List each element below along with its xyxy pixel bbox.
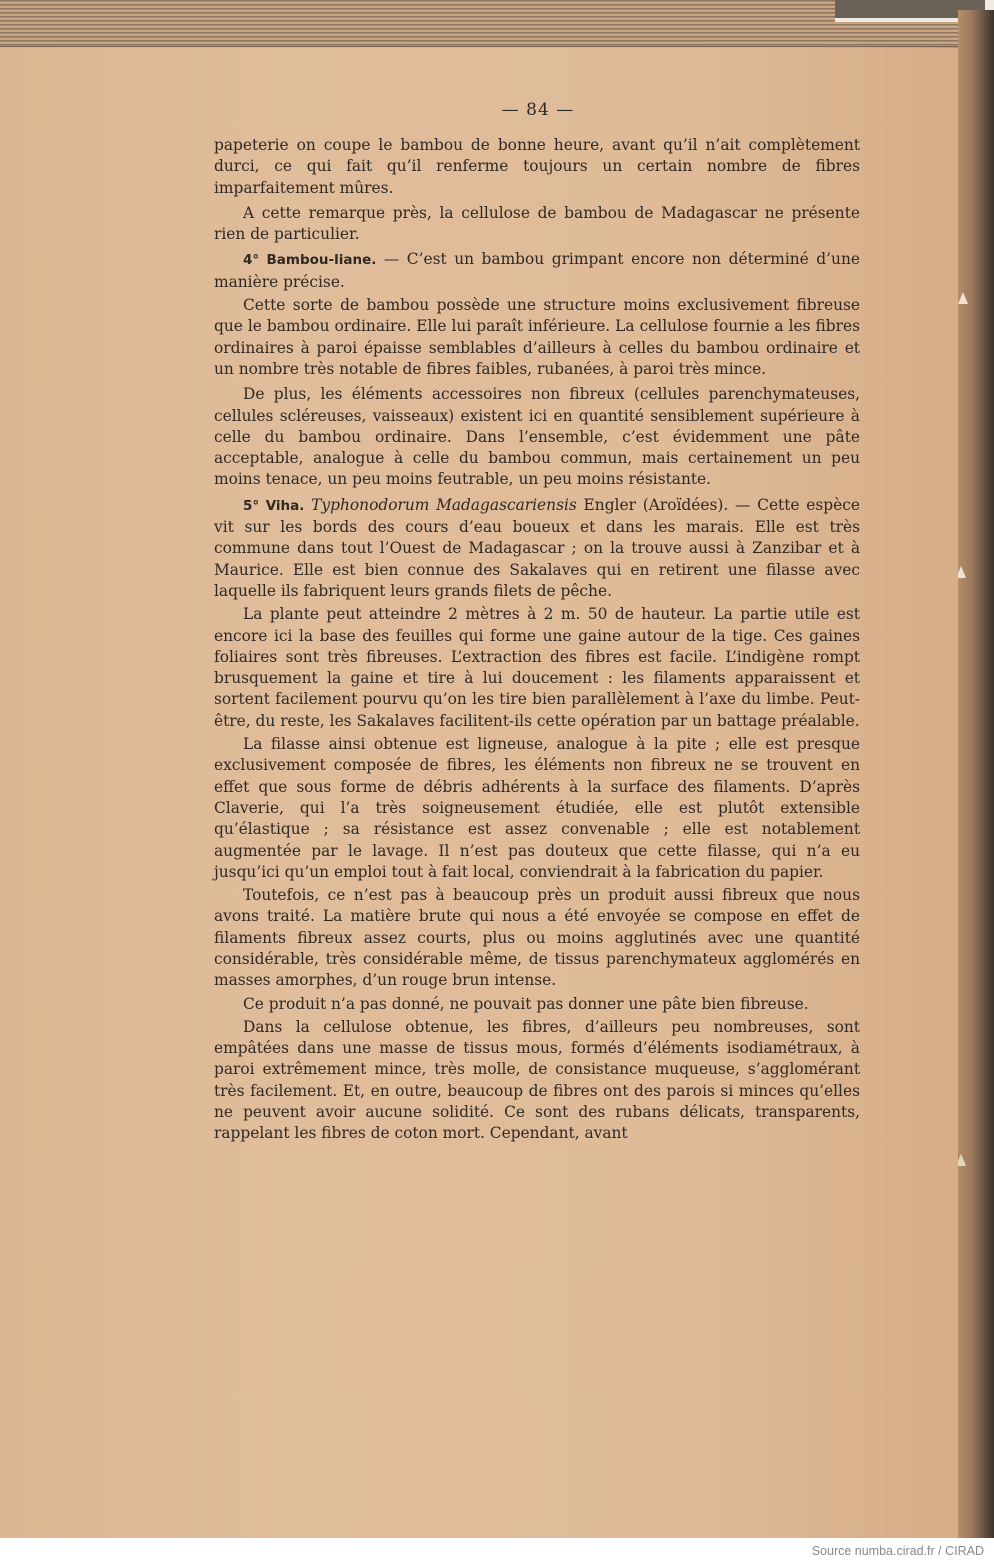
paragraph: A cette remarque près, la cellulose de bambou de Madagascar ne présente rien de particulier.	[214, 203, 860, 244]
paragraph: De plus, les éléments accessoires non fibreux (cellules parenchymateuses, cellules scléreuses, vaisseaux) existent ici en quantité sensiblement supérieure à celle du bambou ordinaire. Dans l’ensemble, c’est évidemment une pâte acceptable, analogue à celle du bambou commun, mais certainement un peu moins tenace, un peu moins feutrable, un peu moins résistante.	[214, 385, 860, 489]
paragraph: papeterie on coupe le bambou de bonne heure, avant qu’il n’ait complètement durci, ce qui fait qu’il renferme toujours un certain nombre de fibres imparfaitement mûres.	[214, 136, 860, 197]
source-credit: Source numba.cirad.fr / CIRAD	[811, 1544, 984, 1558]
paragraph: Dans la cellulose obtenue, les fibres, d’ailleurs peu nombreuses, sont empâtées dans une masse de tissus mous, formés d’éléments isodiamétraux, à paroi extrêmement mince, très molle, de consistance muqueuse, s’agglomérant très facilement. Et, en outre, beaucoup de fibres ont des parois si minces qu’elles ne peuvent avoir aucune solidité. Ce sont des rubans délicats, transparents, rappelant les fibres de coton mort. Cependant, avant	[214, 1017, 860, 1143]
page-number: — 84 —	[501, 100, 575, 120]
section-heading: 4° Bambou-liane.	[243, 252, 377, 269]
paragraph: Toutefois, ce n’est pas à beaucoup près un produit aussi fibreux que nous avons traité. La matière brute qui nous a été envoyée se compose en effet de filaments fibreux assez courts, plus ou moins agglutinés avec une quantité considérable, très considérable même, de tissus parenchymateux agglomérés en masses amorphes, d’un rouge brun intense.	[214, 886, 860, 990]
section-paragraph: 5° Viha. Typhonodorum Madagascariensis Engler (Aroïdées). — Cette espèce vit sur les bords des cours d’eau boueux et dans les marais. Elle est très commune dans tout l’Ouest de Madagascar ; on la trouve aussi à Zanzibar et à Maurice. Elle est bien connue des Sakalaves qui en retirent une filasse avec laquelle ils fabriquent leurs grands filets de pêche.	[214, 495, 860, 600]
section-paragraph: 4° Bambou-liane. — C’est un bambou grimpant encore non déterminé d’une manière précise.	[214, 250, 860, 291]
section-heading: 5° Viha.	[243, 497, 305, 514]
paragraph: La plante peut atteindre 2 mètres à 2 m. 50 de hauteur. La partie utile est encore ici la base des feuilles qui forme une gaine autour de la tige. Ces gaines foliaires sont très fibreuses. L’extraction des fibres est facile. L’indigène rompt brusquement la gaine et tire à lui doucement : les filaments apparaissent et sortent facilement pourvu qu’on les tire bien parallèlement à l’axe du limbe. Peut-être, du reste, les Sakalaves facilitent-ils cette opération par un battage préalable.	[214, 605, 860, 730]
page-tab-mark	[958, 292, 968, 304]
species-name: Typhonodorum Madagascariensis	[311, 495, 577, 514]
paragraph: La filasse ainsi obtenue est ligneuse, analogue à la pite ; elle est presque exclusivement composée de fibres, les éléments non fibreux ne se trouvent en effet que sous forme de débris adhérents à la surface des filaments. D’après Claverie, qui l’a très soigneusement étudiée, elle est plutôt extensible qu’élastique ; sa résistance est assez convenable ; elle est notablement augmentée par le lavage. Il n’est pas douteux que cette filasse, qui n’a eu jusqu’ici qu’un emploi tout à fait local, conviendrait à la fabrication du papier.	[214, 735, 860, 881]
page-body-text	[214, 135, 860, 1147]
paragraph: Ce produit n’a pas donné, ne pouvait pas donner une pâte bien fibreuse.	[243, 994, 809, 1013]
book-spine	[958, 10, 994, 1538]
page-edges	[0, 0, 962, 47]
paragraph: Cette sorte de bambou possède une structure moins exclusivement fibreuse que le bambou ordinaire. Elle lui paraît inférieure. La cellulose fournie a les fibres ordinaires à paroi épaisse semblables d’ailleurs à celles du bambou ordinaire et un nombre très notable de fibres faibles, rubanées, à paroi très mince.	[214, 296, 860, 378]
